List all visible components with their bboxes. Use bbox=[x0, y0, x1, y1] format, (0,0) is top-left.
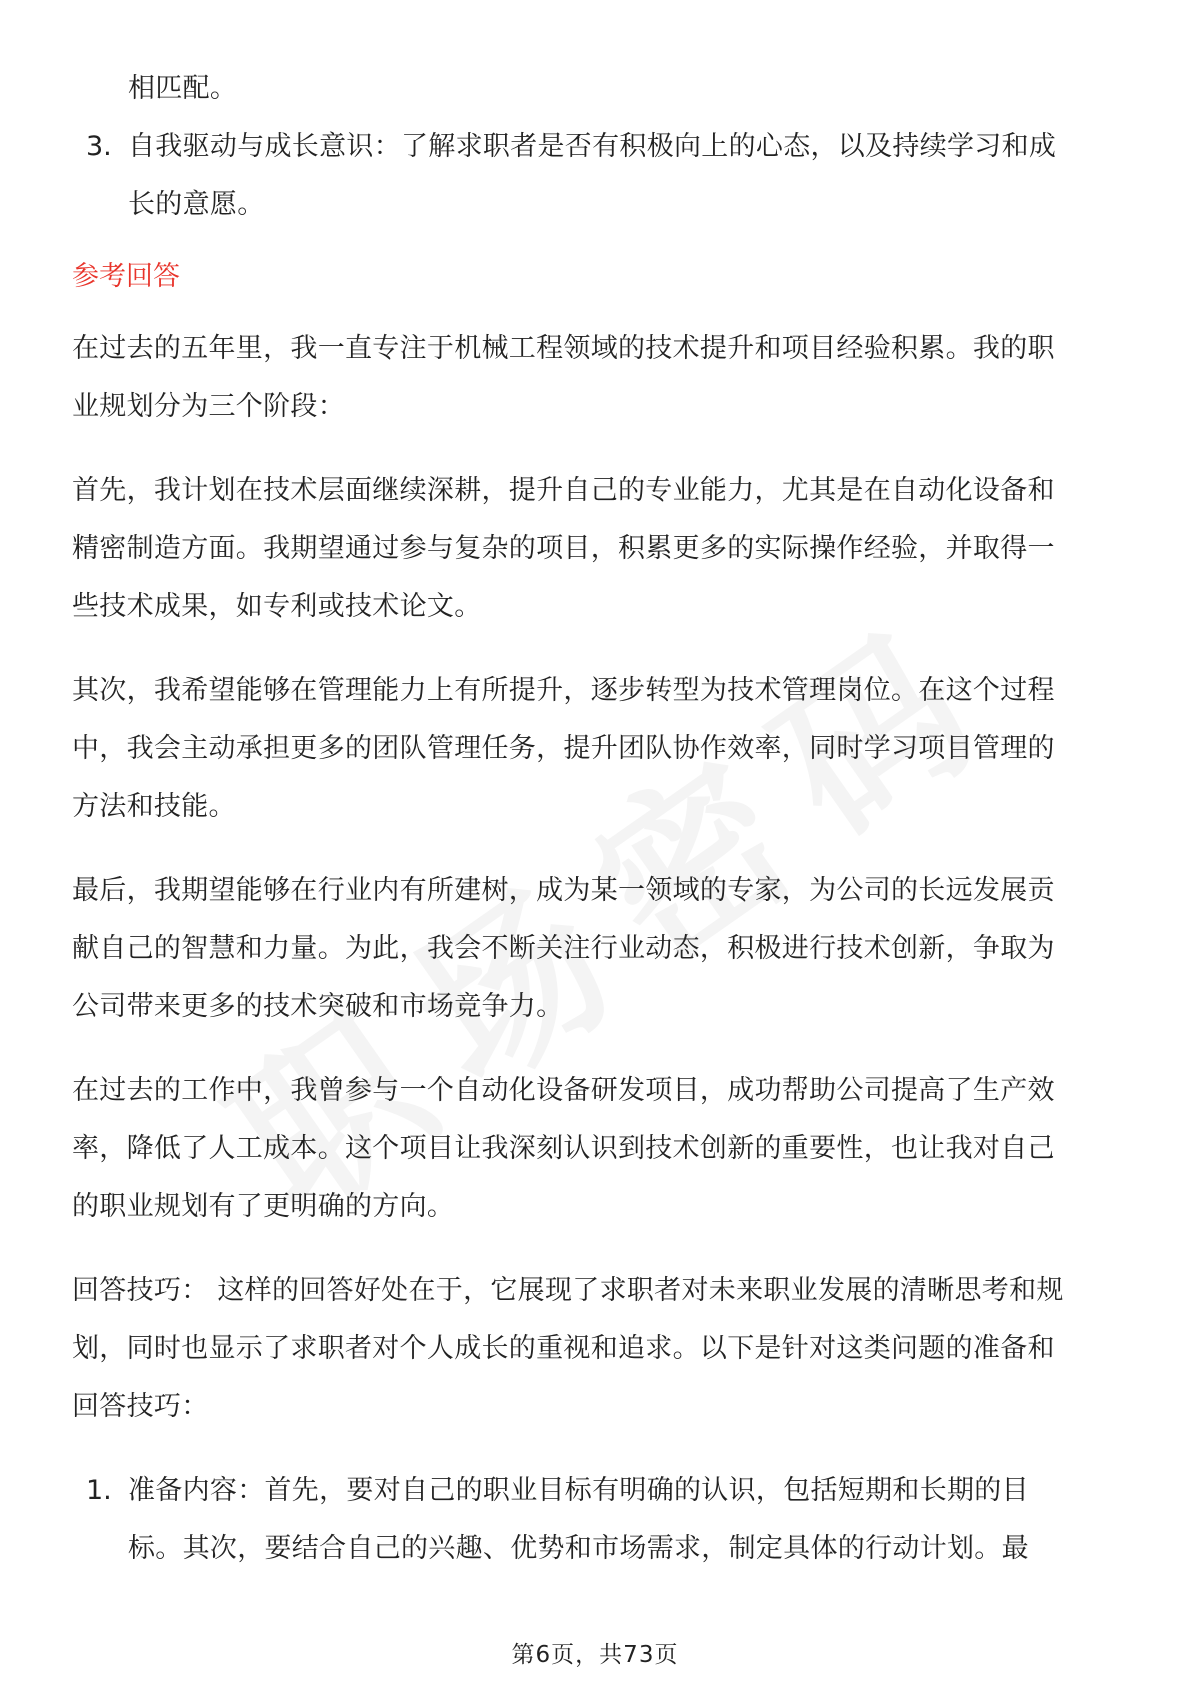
paragraph-answer-tips bbox=[72, 1262, 1118, 1436]
paragraph-line: 划，同时也显示了求职者对个人成长的重视和追求。以下是针对这类问题的准备和 bbox=[72, 1333, 1055, 1364]
paragraph-line: 在过去的五年里，我一直专注于机械工程领域的技术提升和项目经验积累。我的职 bbox=[72, 333, 1055, 364]
page-content bbox=[72, 60, 1118, 1578]
section-heading-reference-answer: 参考回答 bbox=[72, 261, 180, 292]
paragraph-line: 献自己的智慧和力量。为此，我会不断关注行业动态，积极进行技术创新，争取为 bbox=[72, 933, 1055, 964]
paragraph-4 bbox=[72, 862, 1118, 1036]
paragraph-line: 率，降低了人工成本。这个项目让我深刻认识到技术创新的重要性，也让我对自己 bbox=[72, 1133, 1055, 1164]
paragraph-line: 精密制造方面。我期望通过参与复杂的项目，积累更多的实际操作经验，并取得一 bbox=[72, 533, 1055, 564]
paragraph-line: 回答技巧： 这样的回答好处在于，它展现了求职者对未来职业发展的清晰思考和规 bbox=[72, 1275, 1064, 1306]
paragraph-line: 首先，我计划在技术层面继续深耕，提升自己的专业能力，尤其是在自动化设备和 bbox=[72, 475, 1055, 506]
tips-list-item-1-line-2: 标。其次，要结合自己的兴趣、优势和市场需求，制定具体的行动计划。最 bbox=[128, 1533, 1029, 1564]
tips-list-item-1 bbox=[72, 1462, 1118, 1578]
list-item-2-continuation: 相匹配。 bbox=[128, 73, 238, 104]
tips-list-item-1-line-1: 准备内容：首先，要对自己的职业目标有明确的认识，包括短期和长期的目 bbox=[128, 1475, 1029, 1506]
paragraph-line: 最后，我期望能够在行业内有所建树，成为某一领域的专家，为公司的长远发展贡 bbox=[72, 875, 1055, 906]
paragraph-1 bbox=[72, 320, 1118, 436]
paragraph-line: 的职业规划有了更明确的方向。 bbox=[72, 1191, 455, 1222]
paragraph-line: 公司带来更多的技术突破和市场竞争力。 bbox=[72, 991, 564, 1022]
paragraph-line: 中，我会主动承担更多的团队管理任务，提升团队协作效率，同时学习项目管理的 bbox=[72, 733, 1055, 764]
paragraph-line: 方法和技能。 bbox=[72, 791, 236, 822]
paragraph-line: 其次，我希望能够在管理能力上有所提升，逐步转型为技术管理岗位。在这个过程 bbox=[72, 675, 1055, 706]
paragraph-line: 回答技巧： bbox=[72, 1391, 209, 1422]
list-item-3-line-2: 长的意愿。 bbox=[128, 189, 265, 220]
paragraph-line: 业规划分为三个阶段： bbox=[72, 391, 345, 422]
list-number: 3. bbox=[86, 131, 112, 162]
list-number: 1. bbox=[86, 1475, 112, 1506]
paragraph-3 bbox=[72, 662, 1118, 836]
paragraph-2 bbox=[72, 462, 1118, 636]
list-item-3-line-1: 自我驱动与成长意识：了解求职者是否有积极向上的心态，以及持续学习和成 bbox=[128, 131, 1057, 162]
paragraph-line: 在过去的工作中，我曾参与一个自动化设备研发项目，成功帮助公司提高了生产效 bbox=[72, 1075, 1055, 1106]
paragraph-line: 些技术成果，如专利或技术论文。 bbox=[72, 591, 482, 622]
list-item-3 bbox=[72, 118, 1118, 234]
page-number-footer: 第6页，共73页 bbox=[511, 1642, 679, 1668]
paragraph-5 bbox=[72, 1062, 1118, 1236]
